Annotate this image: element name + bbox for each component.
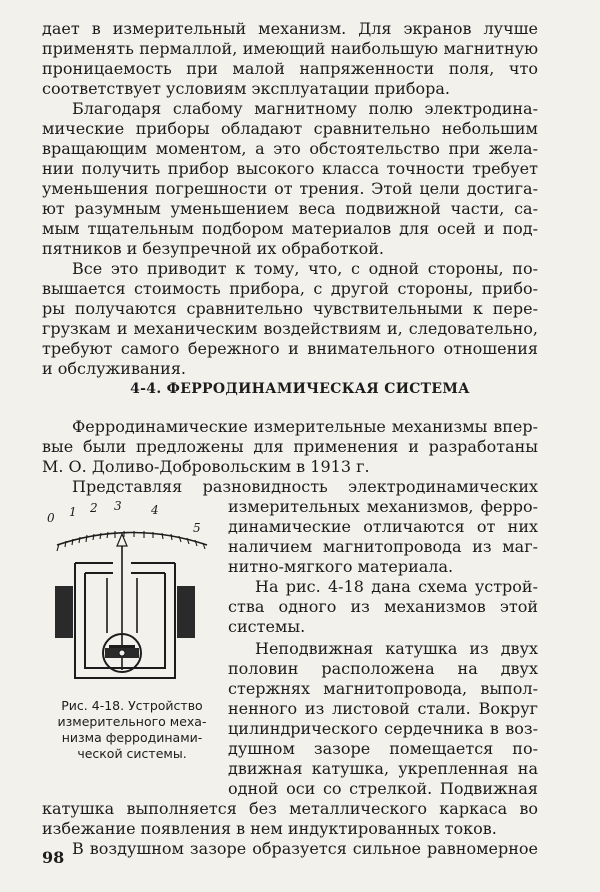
scale-label: 3 bbox=[114, 499, 122, 513]
text-line: Неподвижная катушка из двух bbox=[255, 639, 538, 658]
text-line: катушка выполняется без металлического каркаса во bbox=[42, 799, 538, 818]
text-line: На рис. 4-18 дана схема устрой- bbox=[255, 577, 538, 596]
text-line: Представляя разновидность электродинамических bbox=[72, 477, 538, 496]
text-line: нии получить прибор высокого класса точности требует bbox=[42, 159, 538, 178]
text-line: ненного из листовой стали. Вокруг bbox=[228, 699, 538, 718]
scale-label: 2 bbox=[90, 501, 98, 515]
text-line: ют разумным уменьшением веса подвижной части, са- bbox=[42, 199, 538, 218]
text-line: измерительных механизмов, ферро- bbox=[228, 497, 538, 516]
text-line: Благодаря слабому магнитному полю электродина- bbox=[72, 99, 538, 118]
scale-label: 5 bbox=[193, 521, 201, 535]
scale-label: 0 bbox=[47, 511, 55, 525]
caption-line: измерительного меха- bbox=[57, 714, 207, 729]
text-line: грузкам и механическим воздействиям и, следовательно, bbox=[42, 319, 538, 338]
text-line: избежание появления в нем индуктированных токов. bbox=[42, 819, 497, 838]
text-line: М. О. Доливо-Добровольским в 1913 г. bbox=[42, 457, 370, 476]
text-line: проницаемость при малой напряженности поля, что bbox=[42, 59, 538, 78]
text-line: ры получаются сравнительно чувствительными к пере- bbox=[42, 299, 538, 318]
page-number: 98 bbox=[42, 848, 65, 867]
text-line: уменьшения погрешности от трения. Этой цели достига- bbox=[42, 179, 538, 198]
text-line: дает в измерительный механизм. Для экранов лучше bbox=[42, 19, 538, 38]
caption-line: ческой системы. bbox=[77, 746, 187, 761]
text-line: В воздушном зазоре образуется сильное равномерное bbox=[72, 839, 538, 858]
text-line: вышается стоимость прибора, с другой стороны, прибо- bbox=[42, 279, 538, 298]
scale-label: 4 bbox=[151, 503, 159, 517]
text-line: половин расположена на двух bbox=[228, 659, 538, 678]
text-line: движная катушка, укрепленная на bbox=[228, 759, 538, 778]
text-line: ства одного из механизмов этой bbox=[228, 597, 538, 616]
caption-line: низма ферродинами- bbox=[61, 730, 203, 745]
text-line: требуют самого бережного и внимательного отношения bbox=[42, 339, 538, 358]
text-line: соответствует условиям эксплуатации прибора. bbox=[42, 79, 451, 98]
text-line: и обслуживания. bbox=[42, 359, 186, 378]
text-line: мические приборы обладают сравнительно небольшим bbox=[42, 119, 538, 138]
scale-ticks bbox=[57, 531, 205, 551]
text-line: динамические отличаются от них bbox=[228, 517, 538, 536]
figure-caption bbox=[42, 698, 222, 762]
text-line: стержнях магнитопровода, выпол- bbox=[228, 679, 538, 698]
text-line: вращающим моментом, а это обстоятельство при жела- bbox=[42, 139, 538, 158]
text-line: Все это приводит к тому, что, с одной стороны, по- bbox=[72, 259, 538, 278]
text-line: наличием магнитопровода из маг- bbox=[228, 537, 538, 556]
text-line: нитно-мягкого материала. bbox=[228, 557, 454, 576]
caption-line: Рис. 4-18. Устройство bbox=[61, 698, 203, 713]
text-line: системы. bbox=[228, 617, 306, 636]
scale-label: 1 bbox=[69, 505, 77, 519]
text-line: душном зазоре помещается по- bbox=[228, 739, 538, 758]
text-line: цилиндрического сердечника в воз- bbox=[228, 719, 538, 738]
text-line: вые были предложены для применения и разработаны bbox=[42, 437, 538, 456]
text-line: применять пермаллой, имеющий наибольшую магнитную bbox=[42, 39, 538, 58]
magnetic-core bbox=[75, 563, 175, 678]
text-line: мым тщательным подбором материалов для осей и под- bbox=[42, 219, 538, 238]
fixed-coil-right bbox=[177, 586, 195, 638]
text-line: Ферродинамические измерительные механизмы впер- bbox=[72, 417, 538, 436]
instrument-diagram bbox=[35, 498, 225, 693]
section-heading: 4-4. ФЕРРОДИНАМИЧЕСКАЯ СИСТЕМА bbox=[130, 381, 470, 397]
fixed-coil-left bbox=[55, 586, 73, 638]
text-line: пятников и безупречной их обработкой. bbox=[42, 239, 384, 258]
text-line: одной оси со стрелкой. Подвижная bbox=[228, 779, 538, 798]
